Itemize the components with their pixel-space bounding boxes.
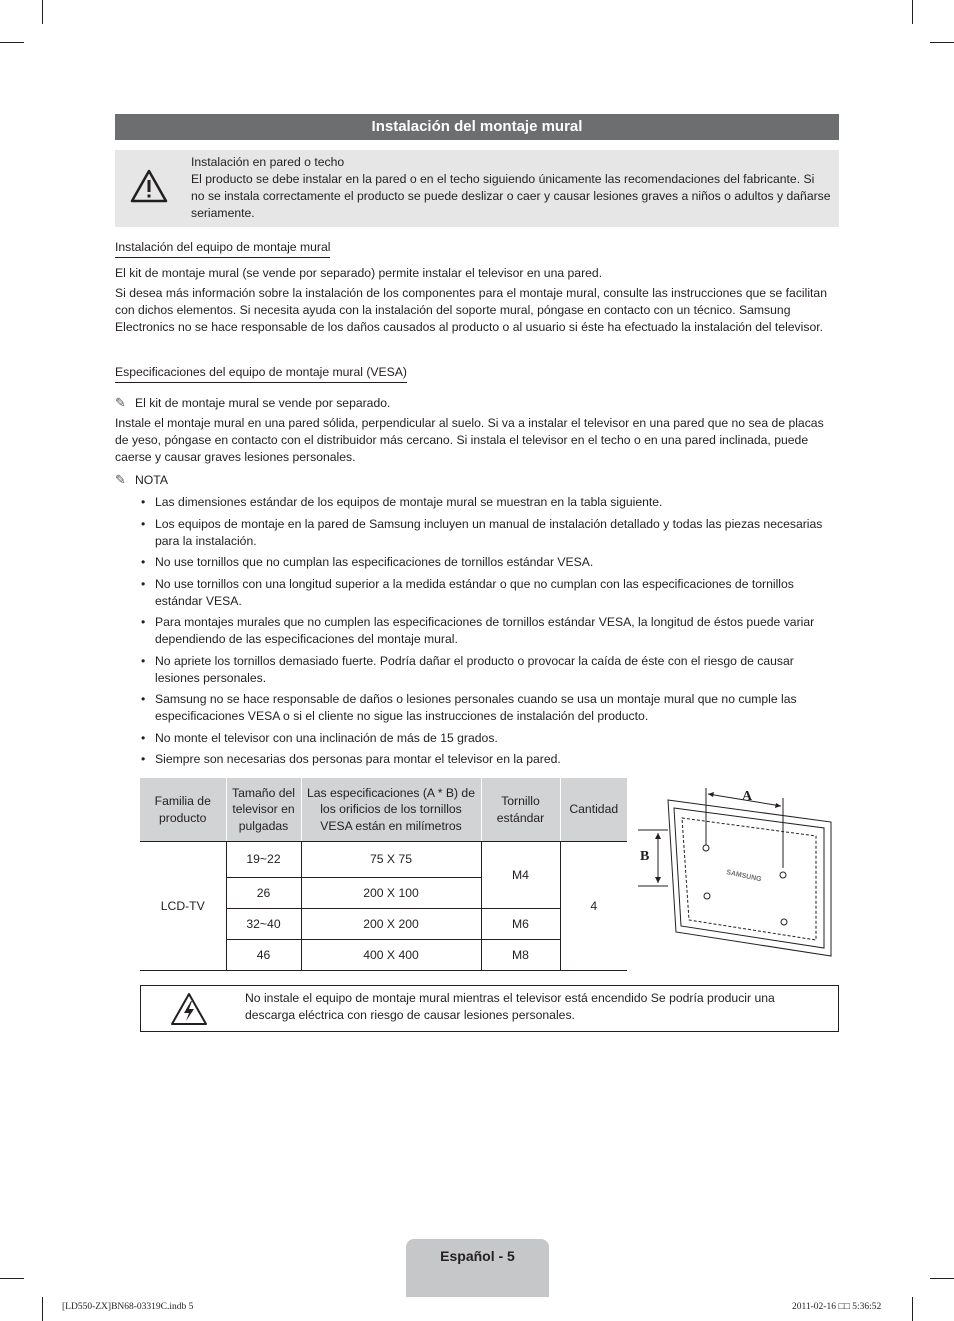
pencil-note-icon: ✎ bbox=[115, 396, 126, 411]
table-row bbox=[140, 842, 627, 878]
table-header: Cantidad bbox=[560, 778, 627, 842]
label-a: A bbox=[742, 789, 753, 804]
table-cell-size: 46 bbox=[226, 940, 301, 971]
pencil-note-icon: ✎ bbox=[115, 473, 126, 488]
crop-mark bbox=[42, 0, 43, 24]
note-bullet-list bbox=[115, 494, 839, 773]
table-cell-size: 26 bbox=[226, 878, 301, 909]
list-item: • No use tornillos que no cumplan las especificaciones de tornillos estándar VESA. bbox=[115, 554, 839, 571]
table-cell-quantity: 4 bbox=[560, 842, 627, 971]
table-cell-spec: 75 X 75 bbox=[301, 842, 481, 878]
warning-text bbox=[191, 154, 831, 222]
table-cell-spec: 400 X 400 bbox=[301, 940, 481, 971]
install-kit-paragraph: Si desea más información sobre la instalación de los componentes para el montaje mural, consulte las instrucciones que se facilitan con dichos elementos. Si necesita ayuda con la instalación del soporte mural, póngase en contacto con un técnico. Samsung Electronics no se hace responsable de los daños causados al producto o al usuario si éste ha efectuado la instalación del televisor. bbox=[115, 286, 827, 334]
crop-mark bbox=[0, 1278, 24, 1279]
footer-timestamp: 2011-02-16 □□ 5:36:52 bbox=[792, 1302, 882, 1312]
table-cell-screw: M4 bbox=[481, 842, 560, 909]
table-cell-spec: 200 X 200 bbox=[301, 909, 481, 940]
table-cell-size: 19~22 bbox=[226, 842, 301, 878]
table-cell-size: 32~40 bbox=[226, 909, 301, 940]
crop-mark bbox=[0, 42, 24, 43]
note-line bbox=[115, 472, 168, 489]
table-cell-screw: M6 bbox=[481, 909, 560, 940]
table-header: Tornillo estándar bbox=[481, 778, 560, 842]
table-cell-family: LCD-TV bbox=[140, 842, 226, 971]
list-item: • Siempre son necesarias dos personas para montar el televisor en la pared. bbox=[115, 751, 839, 768]
tv-back-diagram bbox=[638, 778, 838, 963]
crop-mark bbox=[912, 1297, 913, 1321]
footer-file-name: [LD550-ZX]BN68-03319C.indb 5 bbox=[62, 1302, 194, 1312]
vesa-paragraph: Instale el montaje mural en una pared sólida, perpendicular al suelo. Si va a instalar el televisor en una pared que no sea de placas de yeso, póngase en contacto con el distribuidor más cercano. Si instala el televisor en el techo o en una pared inclinada, puede caerse y causar graves lesiones personales. bbox=[115, 416, 824, 464]
list-item: • Samsung no se hace responsable de daños o lesiones personales cuando se usa un montaje mural que no cumple las especificaciones VESA o si el cliente no sigue las instrucciones de instalación del producto. bbox=[115, 691, 839, 725]
table-header: Tamaño del televisor en pulgadas bbox=[226, 778, 301, 842]
install-kit-paragraph: El kit de montaje mural (se vende por separado) permite instalar el televisor en una pared. bbox=[115, 266, 603, 280]
warning-box bbox=[115, 150, 839, 227]
caution-box bbox=[140, 985, 839, 1032]
section-title: Instalación del montaje mural bbox=[115, 114, 839, 140]
crop-mark bbox=[912, 0, 913, 24]
crop-mark bbox=[42, 1297, 43, 1321]
vesa-table bbox=[140, 778, 627, 971]
list-item: • No monte el televisor con una inclinación de más de 15 grados. bbox=[115, 730, 839, 747]
warning-triangle-icon bbox=[129, 168, 169, 204]
list-item: • No apriete los tornillos demasiado fuerte. Podría dañar el producto o provocar la caída de éste con el riesgo de causar lesiones personales. bbox=[115, 653, 839, 687]
install-kit-heading: Instalación del equipo de montaje mural bbox=[115, 239, 330, 258]
table-cell-screw: M8 bbox=[481, 940, 560, 971]
table-header: Las especificaciones (A * B) de los orificios de los tornillos VESA están en milímetros bbox=[301, 778, 481, 842]
table-header: Familia de producto bbox=[140, 778, 226, 842]
warning-body: El producto se debe instalar en la pared o en el techo siguiendo únicamente las recomendaciones del fabricante. Si no se instala correctamente el producto se puede deslizar o caer y causar lesiones graves a niños o adultos y dañarse seriamente. bbox=[191, 172, 831, 220]
note-line bbox=[115, 395, 390, 412]
table-cell-spec: 200 X 100 bbox=[301, 878, 481, 909]
brand-logo: SAMSUNG bbox=[725, 869, 763, 884]
table-header-row bbox=[140, 778, 627, 842]
page-number-tab: Español - 5 bbox=[406, 1239, 549, 1297]
list-item: • No use tornillos con una longitud superior a la medida estándar o que no cumplan con las especificaciones de tornillos estándar VESA. bbox=[115, 576, 839, 610]
list-item: • Los equipos de montaje en la pared de Samsung incluyen un manual de instalación detallado y todas las piezas necesarias para la instalación. bbox=[115, 516, 839, 550]
note-text: El kit de montaje mural se vende por separado. bbox=[135, 396, 391, 410]
label-b: B bbox=[640, 849, 650, 864]
warning-title: Instalación en pared o techo bbox=[191, 155, 345, 169]
list-item: • Las dimensiones estándar de los equipos de montaje mural se muestran en la tabla siguiente. bbox=[115, 494, 839, 511]
electric-shock-icon bbox=[170, 992, 208, 1026]
note-label: NOTA bbox=[135, 473, 168, 487]
crop-mark bbox=[930, 42, 954, 43]
crop-mark bbox=[930, 1278, 954, 1279]
caution-text: No instale el equipo de montaje mural mientras el televisor está encendido Se podría producir una descarga eléctrica con riesgo de causar lesiones personales. bbox=[245, 991, 775, 1022]
vesa-heading: Especificaciones del equipo de montaje mural (VESA) bbox=[115, 364, 407, 383]
list-item: • Para montajes murales que no cumplen las especificaciones de tornillos estándar VESA, la longitud de éstos puede variar dependiendo de las especificaciones del montaje mural. bbox=[115, 614, 839, 648]
